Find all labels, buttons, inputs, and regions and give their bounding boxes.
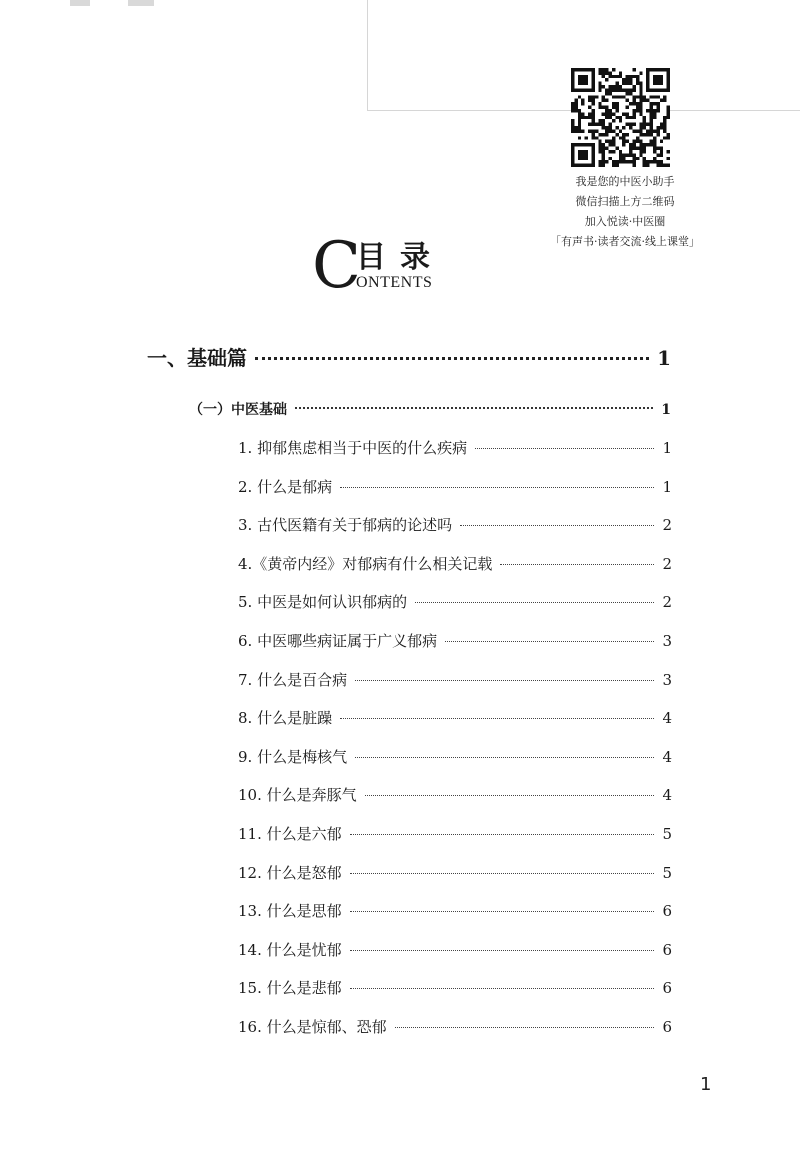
toc-page-number: 1 [661,402,671,418]
qr-caption-line: 我是您的中医小助手 [575,175,675,188]
qr-caption-line: 微信扫描上方二维码 [575,195,675,208]
toc-leader-dots [355,757,654,758]
toc-page-number: 6 [662,902,672,920]
toc-section-entry[interactable] [189,399,671,419]
toc-leader-dots [500,564,654,565]
toc-item-title: 10. 什么是奔豚气 [238,786,357,804]
toc-item[interactable] [238,977,672,998]
toc-part-title: 一、基础篇 [147,346,247,370]
toc-item[interactable] [238,514,672,535]
toc-page-number: 6 [662,979,672,997]
toc-item[interactable] [238,784,672,805]
toc-leader-dots [460,525,654,526]
toc-page-number: 4 [662,709,672,727]
toc-page-number: 3 [662,671,672,689]
toc-page-number: 6 [662,1018,672,1036]
toc-page-number: 1 [662,439,672,457]
toc-item-title: 3. 古代医籍有关于郁病的论述吗 [238,516,453,534]
toc-leader-dots [475,448,654,449]
toc-item-title: 8. 什么是脏躁 [238,709,333,727]
qr-caption-line: 加入悦读·中医圈 [584,215,666,228]
toc-leader-dots [365,795,655,796]
toc-item[interactable] [238,900,672,921]
toc-item[interactable] [238,630,672,651]
qr-caption-line: 「有声书·读者交流·线上课堂」 [550,235,700,248]
toc-item[interactable] [238,823,672,844]
toc-page-number: 3 [662,632,672,650]
toc-item-title: 5. 中医是如何认识郁病的 [238,593,408,611]
toc-page-number: 6 [662,941,672,959]
toc-leader-dots [350,988,655,989]
toc-item[interactable] [238,553,672,574]
toc-leader-dots [355,680,654,681]
toc-item[interactable] [238,707,672,728]
toc-item-title: 11. 什么是六郁 [238,825,342,843]
toc-item-title: 12. 什么是怒郁 [238,864,342,882]
toc-item-title: 15. 什么是悲郁 [238,979,342,997]
toc-item[interactable] [238,746,672,767]
toc-item-title: 2. 什么是郁病 [238,478,333,496]
toc-page-number: 2 [662,516,672,534]
contents-heading [310,229,470,303]
contents-big-letter: C [312,229,361,303]
toc-page-number: 4 [662,748,672,766]
contents-title-chinese: 目录 [356,240,444,275]
toc-page-number: 1 [662,478,672,496]
toc-leader-dots [350,873,655,874]
toc-item[interactable] [238,862,672,883]
qr-caption [545,172,705,252]
toc-part-entry[interactable] [147,342,671,371]
toc-item-title: 7. 什么是百合病 [238,671,348,689]
faint-mark [128,0,154,6]
toc-item[interactable] [238,476,672,497]
toc-item-title: 9. 什么是梅核气 [238,748,348,766]
toc-item-title: 4.《黄帝内经》对郁病有什么相关记载 [238,555,493,573]
qr-code-image[interactable] [571,68,670,167]
toc-leader-dots [445,641,654,642]
toc-item[interactable] [238,1016,672,1037]
toc-leader-dots [350,911,655,912]
faint-mark [70,0,90,6]
toc-leader-dots [350,834,655,835]
page-number: 1 [700,1074,712,1095]
toc-leader-dots [395,1027,655,1028]
toc-item[interactable] [238,669,672,690]
toc-leader-dots [415,602,654,603]
toc-item-title: 14. 什么是忧郁 [238,941,342,959]
toc-section-title: （一）中医基础 [189,402,287,418]
toc-page-number: 5 [662,825,672,843]
toc-page-number: 2 [662,593,672,611]
toc-item-title: 16. 什么是惊郁、恐郁 [238,1018,387,1036]
toc-leader-dots [350,950,655,951]
contents-title-english: ONTENTS [356,274,433,291]
toc-item[interactable] [238,591,672,612]
toc-page-number: 2 [662,555,672,573]
toc-item[interactable] [238,437,672,458]
toc-item[interactable] [238,939,672,960]
toc-item-title: 13. 什么是思郁 [238,902,342,920]
toc-page-number: 1 [657,346,671,370]
toc-item-title: 6. 中医哪些病证属于广义郁病 [238,632,438,650]
toc-item-title: 1. 抑郁焦虑相当于中医的什么疾病 [238,439,468,457]
toc-leader-dots [255,357,649,360]
toc-leader-dots [340,487,654,488]
toc-page-number: 5 [662,864,672,882]
toc-leader-dots [295,407,653,409]
toc-page-number: 4 [662,786,672,804]
toc-leader-dots [340,718,654,719]
